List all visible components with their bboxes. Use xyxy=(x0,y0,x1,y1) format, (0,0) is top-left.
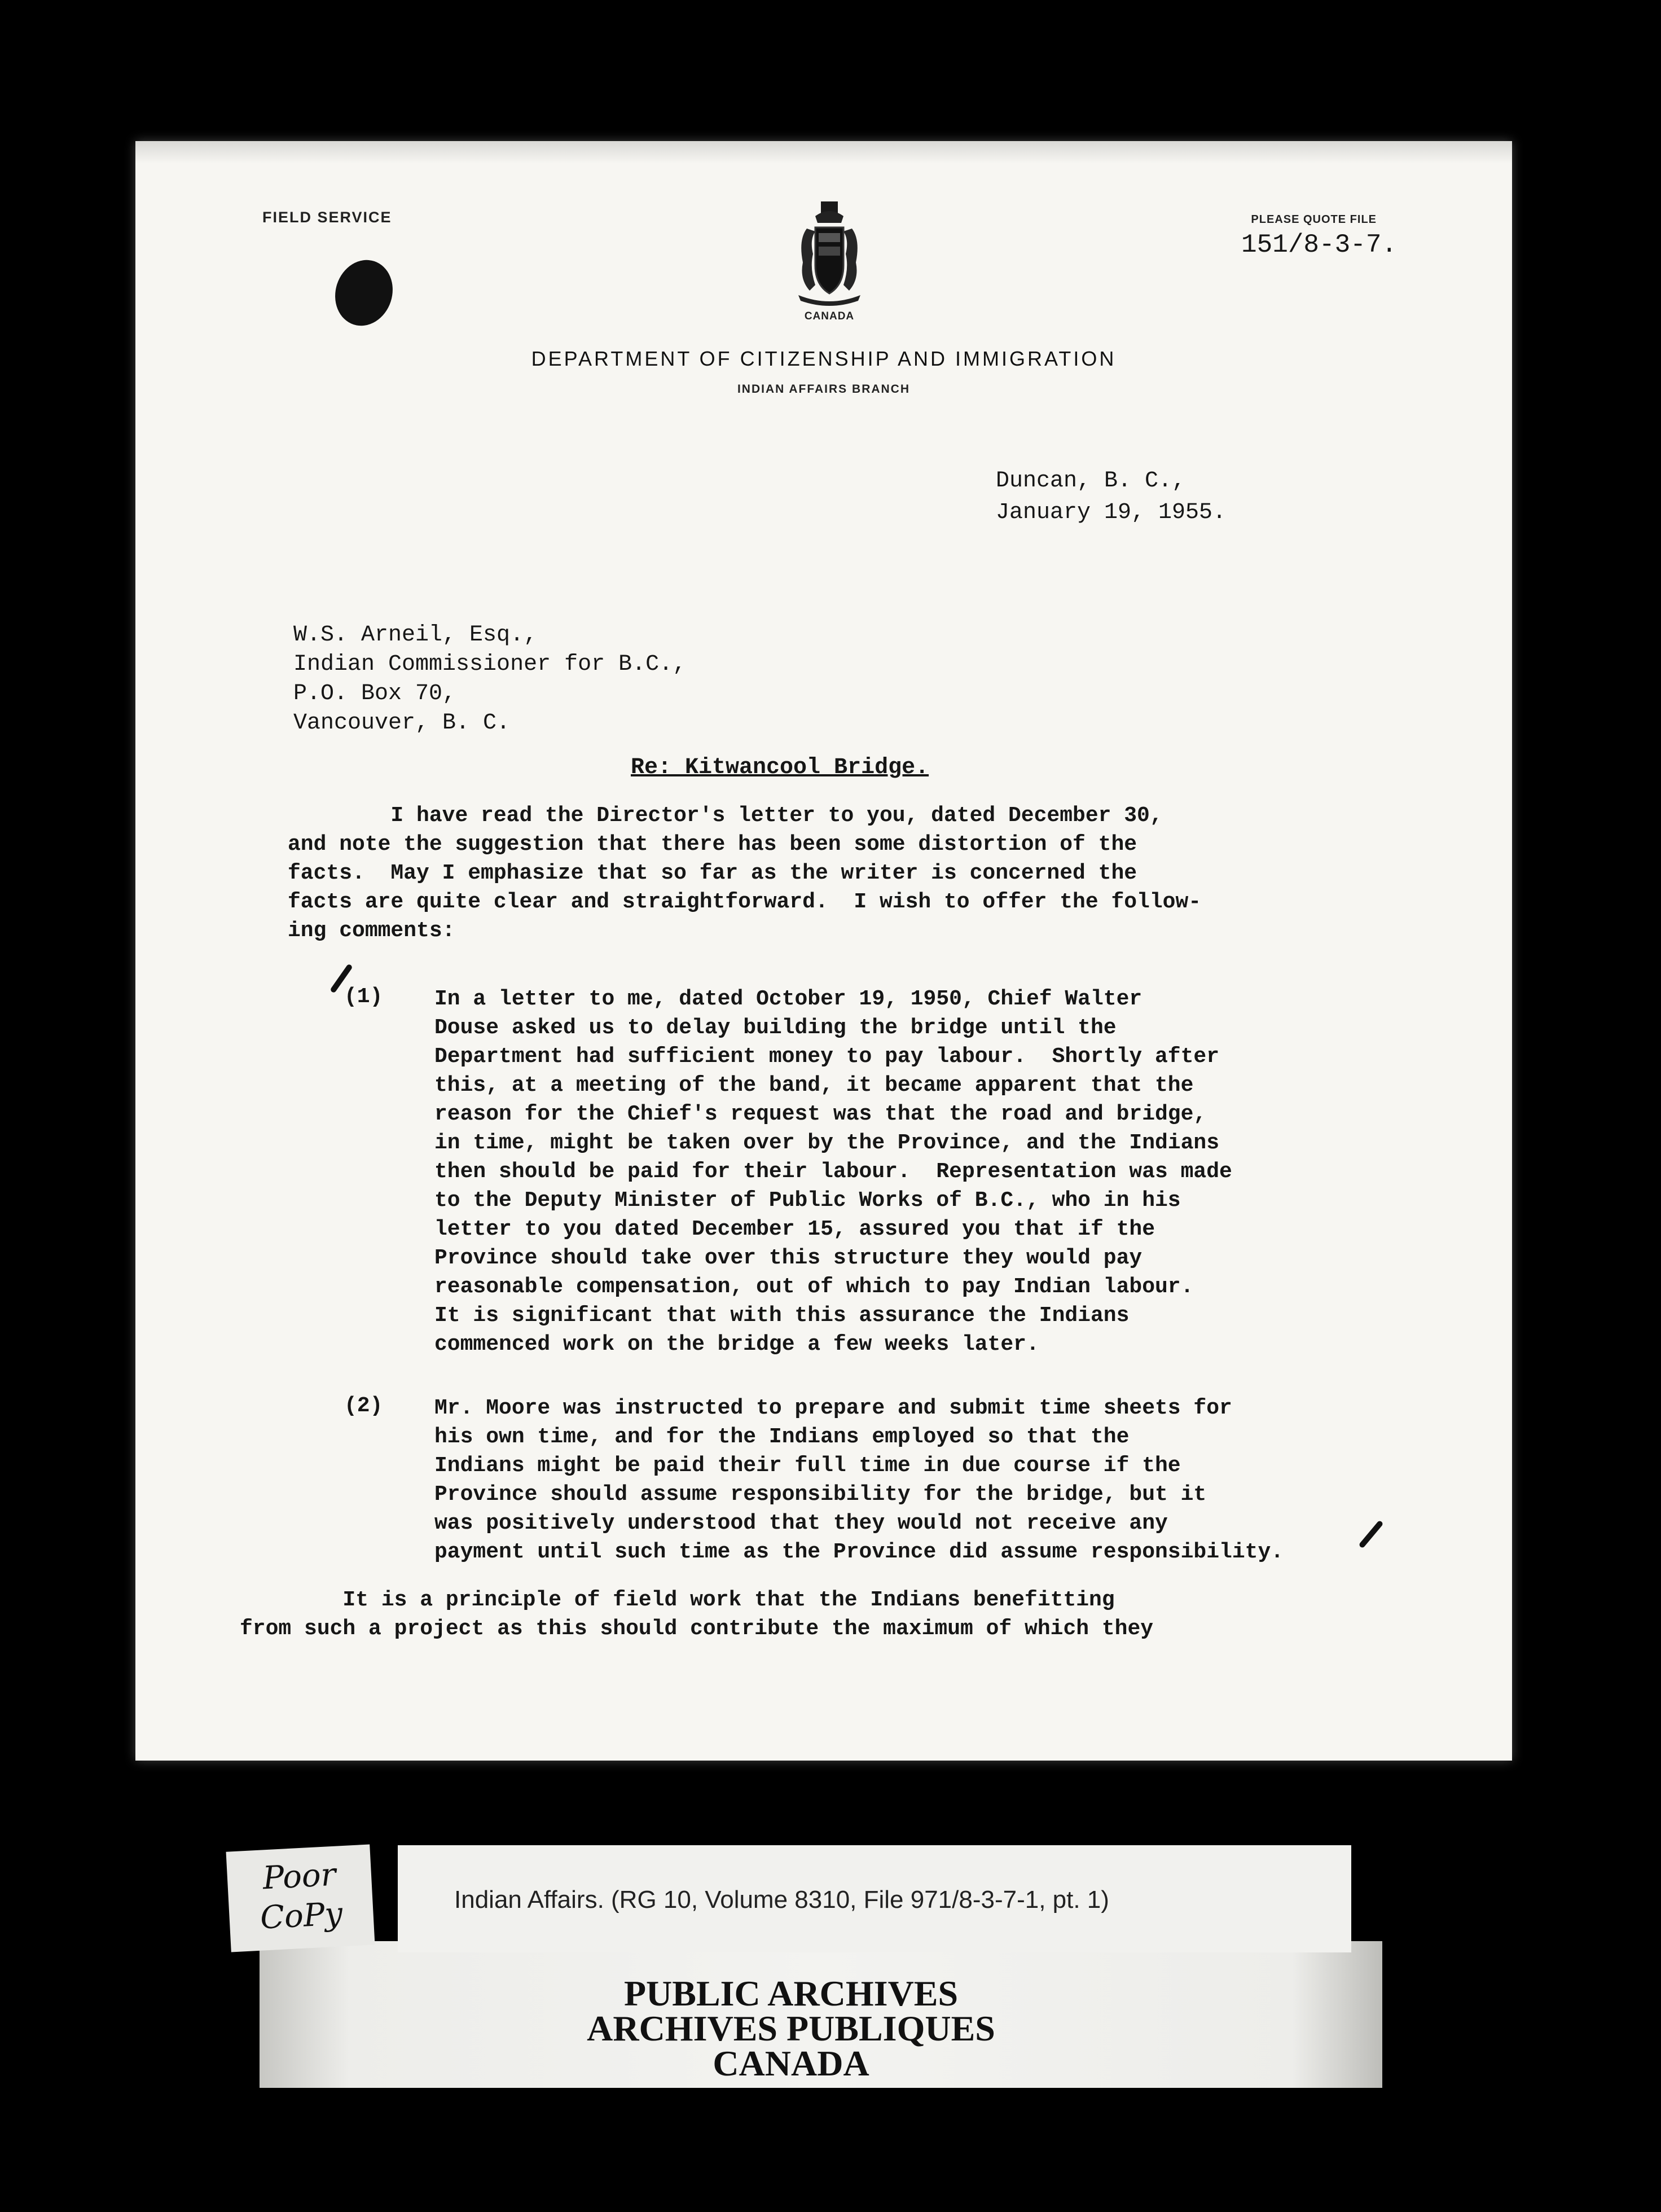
recipient-city: Vancouver, B. C. xyxy=(293,710,511,736)
intro-paragraph: I have read the Director's letter to you, dated December 30, and note the suggestion that there has been some distortion of the facts. May I emphasize that so far as the writer is concerned the facts are quite clear and straightforward. I wish to offer the follow- ing comments: xyxy=(288,804,1202,943)
file-number: 151/8-3-7. xyxy=(1241,230,1398,260)
archive-stamp-line1: PUBLIC ARCHIVES xyxy=(623,1973,959,2013)
quote-file-label: PLEASE QUOTE FILE xyxy=(1251,213,1377,226)
recipient-address xyxy=(293,621,686,738)
archive-stamp-line2: ARCHIVES PUBLIQUES xyxy=(587,2008,995,2048)
citation-text: Indian Affairs. (RG 10, Volume 8310, File 971/8-3-7-1, pt. 1) xyxy=(454,1886,1109,1913)
archive-stamp xyxy=(0,1973,1661,2083)
closing-paragraph: It is a principle of field work that the Indians benefitting from such a project as this should contribute the maximum of which they xyxy=(240,1588,1154,1641)
recipient-name: W.S. Arneil, Esq., xyxy=(293,622,538,648)
letter-page xyxy=(135,141,1512,1761)
poor-copy-line2: CoPy xyxy=(259,1895,344,1937)
archive-stamp-line3: CANADA xyxy=(713,2043,869,2083)
dateline-date: January 19, 1955. xyxy=(996,500,1227,525)
field-service-label: FIELD SERVICE xyxy=(262,209,392,226)
recipient-title: Indian Commissioner for B.C., xyxy=(293,652,687,677)
coat-of-arms-icon xyxy=(787,200,872,308)
item-text: Mr. Moore was instructed to prepare and submit time sheets for his own time, and for the Indians employed so that the Indians might be paid their full time in due course if the Province should assume responsibility for the bridge, but it was positively understood that they would not receive any payment until such time as the Province did assume responsibility. xyxy=(434,1396,1284,1564)
recipient-box: P.O. Box 70, xyxy=(293,681,456,706)
poor-copy-line1: Poor xyxy=(262,1856,337,1897)
subject-line: Re: Kitwancool Bridge. xyxy=(631,755,929,780)
branch-title: INDIAN AFFAIRS BRANCH xyxy=(737,383,911,396)
department-title: DEPARTMENT OF CITIZENSHIP AND IMMIGRATION xyxy=(531,347,1117,370)
dateline-place: Duncan, B. C., xyxy=(996,468,1186,494)
crest-caption: CANADA xyxy=(804,310,855,322)
poor-copy-tag xyxy=(226,1844,375,1952)
item-number: (1) xyxy=(344,985,383,1009)
item-number: (2) xyxy=(344,1394,383,1418)
item-text: In a letter to me, dated October 19, 1950, Chief Walter Douse asked us to delay building the bridge until the Department had sufficient money to pay labour. Shortly after this, at a meeting of the band, it became apparent that the reason for the Chief's request was that the road and bridge, in time, might be taken over by the Province, and the Indians then should be paid for their labour. Representation was made to the Deputy Minister of Public Works of B.C., who in his letter to you dated December 15, assured you that if the Province should take over this structure they would pay reasonable compensation, out of which to pay Indian labour. It is significant that with this assurance the Indians commenced work on the bridge a few weeks later. xyxy=(434,987,1232,1357)
ink-blot xyxy=(327,252,401,333)
dateline xyxy=(996,466,1226,529)
